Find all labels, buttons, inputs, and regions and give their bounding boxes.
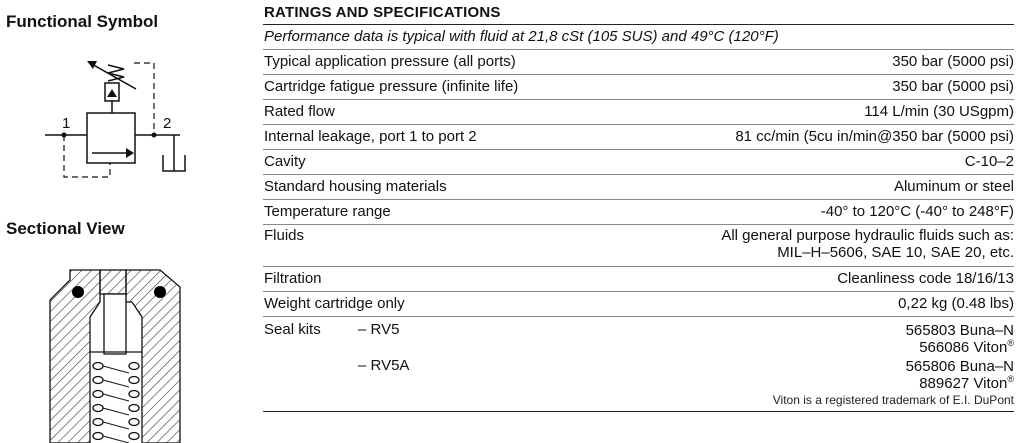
spec-row <box>263 75 1014 100</box>
spring-zigzag <box>108 65 124 81</box>
spec-label: Cartridge fatigue pressure (infinite life) <box>264 78 519 95</box>
registered-mark: ® <box>1007 338 1014 348</box>
inner-stem <box>104 294 126 354</box>
port-2-junction <box>152 133 157 138</box>
kit-viton: 566086 Viton <box>919 339 1008 356</box>
pilot-line-right <box>134 63 154 135</box>
body-right-half <box>126 270 180 443</box>
port-1-label: 1 <box>62 115 71 132</box>
spec-row <box>263 150 1014 175</box>
seal-kits-rv5 <box>906 322 1014 356</box>
spec-row-fluids <box>263 225 1014 267</box>
spec-row <box>263 200 1014 225</box>
spec-label: Cavity <box>264 153 306 170</box>
spec-row <box>263 125 1014 150</box>
spring-coils <box>93 363 139 440</box>
performance-note: Performance data is typical with fluid at 21,8 cSt (105 SUS) and 49°C (120°F) <box>263 25 1014 50</box>
spec-label: Fluids <box>264 227 305 244</box>
spec-label: Internal leakage, port 1 to port 2 <box>264 128 477 145</box>
spec-value: Aluminum or steel <box>893 178 1014 195</box>
flow-arrow-head <box>126 148 134 158</box>
top-cap <box>100 270 126 294</box>
spec-value: 81 cc/min (5cu in/min@350 bar (5000 psi) <box>735 128 1014 145</box>
adjust-arrow-head <box>87 61 97 69</box>
pilot-arrow-head <box>107 89 117 97</box>
spec-label: Typical application pressure (all ports) <box>264 53 516 70</box>
spec-value-fluids <box>721 226 1014 261</box>
seal-kits-label: Seal kits <box>264 321 321 338</box>
spec-value: 0,22 kg (0.48 lbs) <box>898 295 1014 312</box>
spec-value: 350 bar (5000 psi) <box>892 53 1014 70</box>
port-1-junction <box>62 133 67 138</box>
seal-kits-rv5a <box>906 358 1014 392</box>
spec-row <box>263 292 1014 317</box>
spec-row <box>263 100 1014 125</box>
sectional-view-drawing <box>40 262 190 443</box>
sectional-view-title: Sectional View <box>6 219 125 238</box>
spec-row <box>263 175 1014 200</box>
seal-model-rv5a: – RV5A <box>358 357 410 374</box>
spec-title: RATINGS AND SPECIFICATIONS <box>263 0 1014 25</box>
functional-symbol-title: Functional Symbol <box>6 12 159 31</box>
spec-label: Temperature range <box>264 203 391 220</box>
o-ring-right <box>154 286 166 298</box>
port-2-label: 2 <box>163 115 172 132</box>
seal-kits-section <box>263 317 1014 412</box>
kit-viton: 889627 Viton <box>919 375 1008 392</box>
spec-value: 114 L/min (30 USgpm) <box>864 103 1014 120</box>
seal-model-rv5: – RV5 <box>358 321 400 338</box>
kit-buna: 565803 Buna–N <box>905 322 1014 339</box>
fluids-line-1: All general purpose hydraulic fluids such as: <box>721 227 1014 244</box>
relief-valve-symbol <box>30 55 200 190</box>
fluids-line-2: MIL–H–5606, SAE 10, SAE 20, etc. <box>777 244 1014 261</box>
kit-buna: 565806 Buna–N <box>905 358 1014 375</box>
spec-label: Weight cartridge only <box>264 295 405 312</box>
spec-value: C-10–2 <box>964 153 1014 170</box>
spec-label: Rated flow <box>264 103 335 120</box>
registered-mark: ® <box>1007 374 1014 384</box>
spec-label: Filtration <box>264 270 322 287</box>
o-ring-left <box>72 286 84 298</box>
spec-label: Standard housing materials <box>264 178 447 195</box>
spec-row <box>263 267 1014 292</box>
spec-row <box>263 50 1014 75</box>
spec-value: Cleanliness code 18/16/13 <box>837 270 1014 287</box>
ratings-specifications-table <box>263 0 1014 412</box>
trademark-note: Viton is a registered trademark of E.I. DuPont <box>772 393 1014 407</box>
spec-value: 350 bar (5000 psi) <box>892 78 1014 95</box>
spec-value: -40° to 120°C (-40° to 248°F) <box>820 203 1014 220</box>
